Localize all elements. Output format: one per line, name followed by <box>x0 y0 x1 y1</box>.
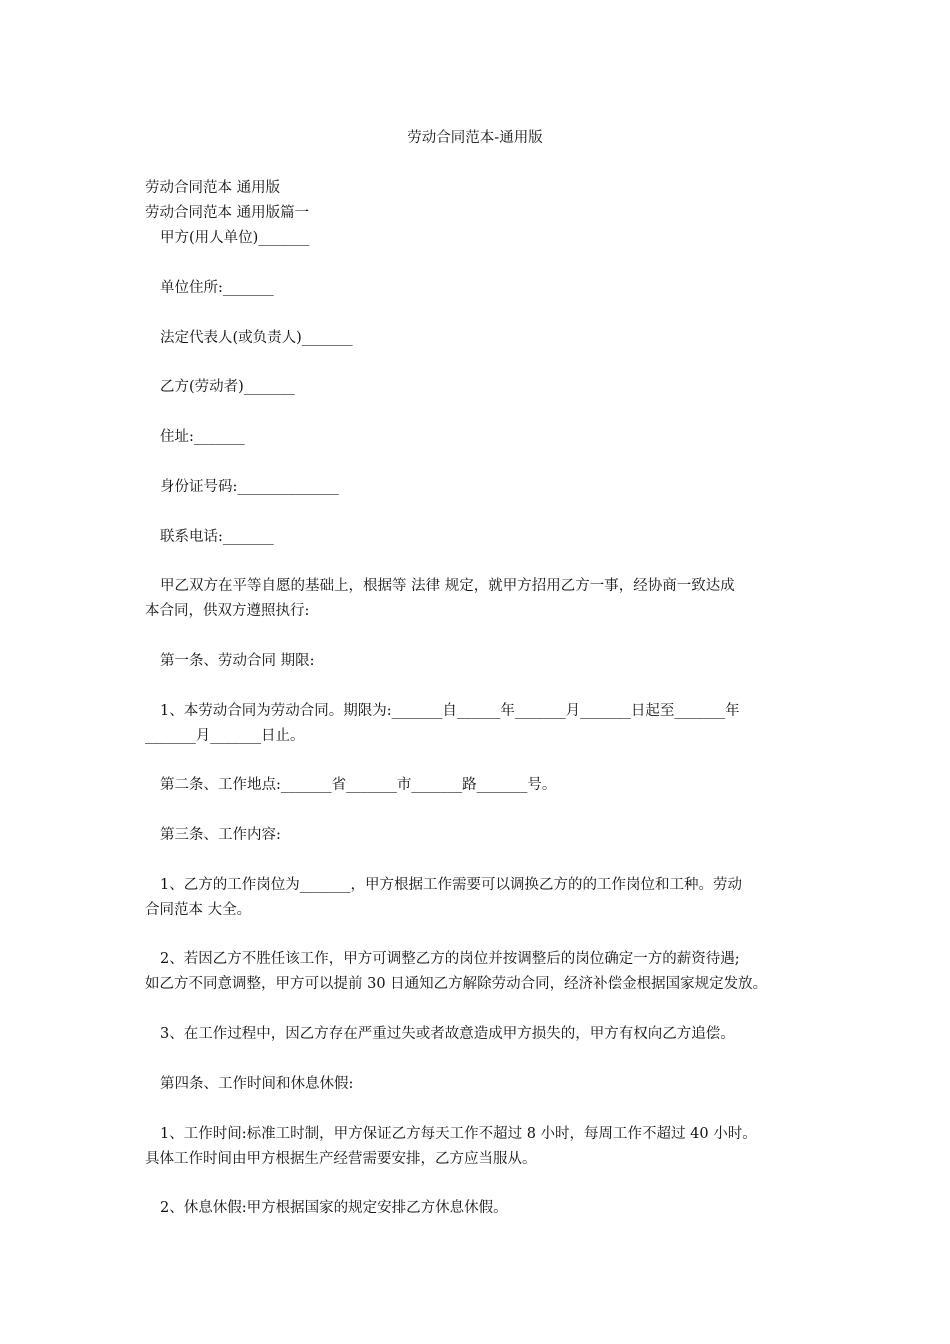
article-3-clause-1-line-2: 合同范本 大全。 <box>145 902 252 918</box>
address-field: 住址:_______ <box>160 429 245 445</box>
article-3-clause-2-line-1: 2、若因乙方不胜任该工作，甲方可调整乙方的岗位并按调整后的岗位确定一方的薪资待遇; <box>160 951 740 967</box>
article-3-clause-3: 3、在工作过程中，因乙方存在严重过失或者故意造成甲方损失的，甲方有权向乙方追偿。 <box>160 1026 735 1042</box>
article-2-heading: 第二条、工作地点:_______省_______市_______路_______号。 <box>160 777 557 793</box>
preamble-line-2: 本合同，供双方遵照执行: <box>145 603 310 619</box>
id-number-field: 身份证号码:______________ <box>160 479 339 495</box>
phone-field: 联系电话:_______ <box>160 529 274 545</box>
article-4-heading: 第四条、工作时间和休息休假: <box>160 1076 354 1092</box>
document-title: 劳动合同范本-通用版 <box>407 130 543 146</box>
party-a-field: 甲方(用人单位)_______ <box>160 230 310 246</box>
legal-representative-field: 法定代表人(或负责人)_______ <box>160 330 353 346</box>
article-4-clause-1-line-2: 具体工作时间由甲方根据生产经营需要安排，乙方应当服从。 <box>145 1151 537 1167</box>
doc-subheading: 劳动合同范本 通用版篇一 <box>145 205 310 221</box>
article-4-clause-1-line-1: 1、工作时间:标准工时制，甲方保证乙方每天工作不超过 8 小时，每周工作不超过 40 小时。 <box>160 1126 757 1142</box>
article-3-clause-2-line-2: 如乙方不同意调整，甲方可以提前 30 日通知乙方解除劳动合同，经济补偿金根据国家规定发放。 <box>145 976 768 992</box>
article-3-heading: 第三条、工作内容: <box>160 827 281 843</box>
company-address-field: 单位住所:_______ <box>160 280 274 296</box>
article-3-clause-1-line-1: 1、乙方的工作岗位为_______，甲方根据工作需要可以调换乙方的的工作岗位和工种。劳动 <box>160 877 742 893</box>
article-4-clause-2: 2、休息休假:甲方根据国家的规定安排乙方休息休假。 <box>160 1200 508 1216</box>
preamble-line-1: 甲乙双方在平等自愿的基础上，根据等 法律 规定，就甲方招用乙方一事，经协商一致达成 <box>160 578 735 594</box>
doc-heading: 劳动合同范本 通用版 <box>145 180 281 196</box>
article-1-heading: 第一条、劳动合同 期限: <box>160 653 315 669</box>
party-b-field: 乙方(劳动者)_______ <box>160 379 295 395</box>
article-1-clause-1-line-2: _______月_______日止。 <box>145 728 305 744</box>
article-1-clause-1-line-1: 1、本劳动合同为劳动合同。期限为:_______自______年_______月_______日起至_______年 <box>160 703 740 719</box>
